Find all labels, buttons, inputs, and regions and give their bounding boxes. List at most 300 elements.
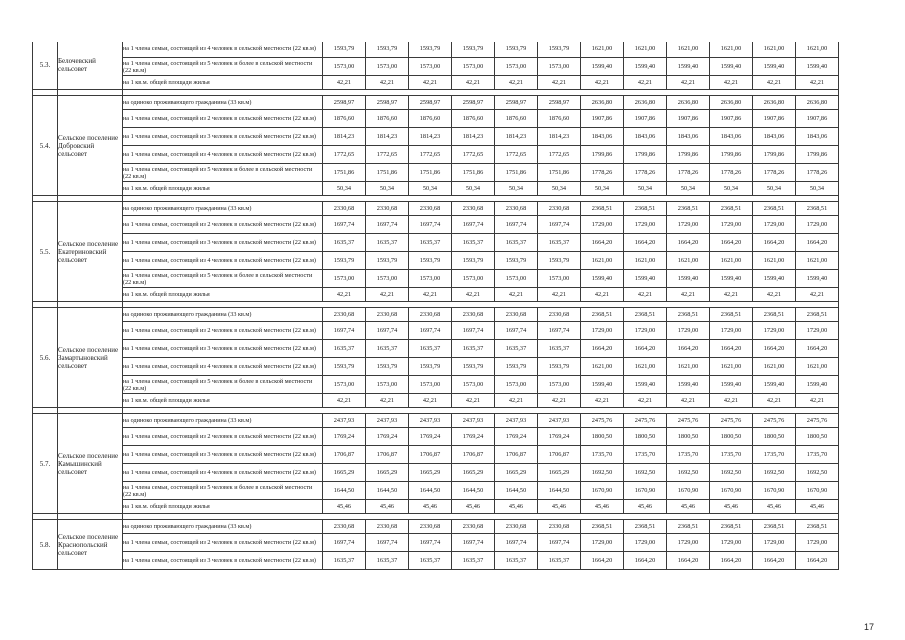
value-cell: 1644,50 (366, 482, 409, 500)
value-cell: 1799,86 (667, 146, 710, 164)
value-cell: 1621,00 (581, 358, 624, 376)
section-number: 5.6. (33, 308, 58, 408)
value-cell: 42,21 (495, 76, 538, 90)
norm-description: на 1 члена семьи, состоящей из 3 человек в сельской местности (22 кв.м) (123, 446, 323, 464)
value-cell: 2636,80 (710, 96, 753, 110)
value-cell: 1664,20 (624, 234, 667, 252)
value-cell: 1814,23 (495, 128, 538, 146)
value-cell: 1692,50 (710, 464, 753, 482)
value-cell: 1593,79 (409, 252, 452, 270)
value-cell: 1621,00 (796, 42, 839, 58)
value-cell: 2330,68 (452, 202, 495, 216)
value-cell: 1644,50 (323, 482, 366, 500)
value-cell: 1664,20 (710, 552, 753, 570)
value-cell: 42,21 (409, 76, 452, 90)
value-cell: 1814,23 (323, 128, 366, 146)
value-cell: 1599,40 (796, 376, 839, 394)
value-cell: 1670,90 (581, 482, 624, 500)
value-cell: 1635,37 (366, 234, 409, 252)
table-row (33, 446, 839, 464)
settlement-name: Сельское поселение Краснопольский сельсовет (58, 520, 123, 570)
value-cell: 50,34 (581, 182, 624, 196)
value-cell: 2368,51 (667, 202, 710, 216)
value-cell: 1697,74 (323, 216, 366, 234)
table-row (33, 202, 839, 216)
value-cell: 1599,40 (753, 270, 796, 288)
value-cell: 1664,20 (624, 552, 667, 570)
value-cell: 1735,70 (624, 446, 667, 464)
value-cell: 1573,00 (452, 58, 495, 76)
value-cell: 1573,00 (495, 376, 538, 394)
value-cell: 2437,93 (409, 414, 452, 428)
value-cell: 1665,29 (538, 464, 581, 482)
norm-description: на 1 члена семьи, состоящей из 3 человек в сельской местности (22 кв.м) (123, 234, 323, 252)
norm-description: на одиноко проживающего гражданина (33 кв.м) (123, 414, 323, 428)
value-cell: 2330,68 (538, 202, 581, 216)
value-cell: 42,21 (581, 394, 624, 408)
norm-description: на 1 члена семьи, состоящей из 5 человек и более в сельской местности (22 кв.м) (123, 270, 323, 288)
value-cell: 1729,00 (624, 216, 667, 234)
value-cell: 1573,00 (452, 376, 495, 394)
page-number: 17 (863, 622, 874, 632)
value-cell: 1599,40 (667, 270, 710, 288)
value-cell: 1729,00 (753, 534, 796, 552)
value-cell: 1876,60 (538, 110, 581, 128)
value-cell: 1843,06 (581, 128, 624, 146)
norm-description: на 1 члена семьи, состоящей из 2 человек в сельской местности (22 кв.м) (123, 216, 323, 234)
value-cell: 1664,20 (753, 552, 796, 570)
value-cell: 2330,68 (366, 202, 409, 216)
value-cell: 1599,40 (581, 270, 624, 288)
value-cell: 1729,00 (796, 216, 839, 234)
value-cell: 2330,68 (323, 520, 366, 534)
value-cell: 1644,50 (495, 482, 538, 500)
value-cell: 1593,79 (538, 252, 581, 270)
table-row (33, 182, 839, 196)
value-cell: 42,21 (710, 288, 753, 302)
value-cell: 1593,79 (323, 42, 366, 58)
value-cell: 42,21 (624, 394, 667, 408)
value-cell: 2368,51 (710, 308, 753, 322)
settlement-name: Сельское поселение Екатериновский сельсовет (58, 202, 123, 302)
value-cell: 1907,86 (581, 110, 624, 128)
value-cell: 42,21 (796, 288, 839, 302)
value-cell: 1664,20 (624, 340, 667, 358)
value-cell: 1769,24 (452, 428, 495, 446)
value-cell: 1697,74 (323, 534, 366, 552)
value-cell: 42,21 (753, 288, 796, 302)
value-cell: 1706,87 (495, 446, 538, 464)
value-cell: 42,21 (452, 394, 495, 408)
section-number: 5.4. (33, 96, 58, 196)
table-row (33, 428, 839, 446)
value-cell: 1800,50 (581, 428, 624, 446)
value-cell: 2437,93 (452, 414, 495, 428)
value-cell: 45,46 (753, 500, 796, 514)
value-cell: 1778,26 (796, 164, 839, 182)
value-cell: 1664,20 (710, 234, 753, 252)
norm-description: на 1 члена семьи, состоящей из 5 человек и более в сельской местности (22 кв.м) (123, 58, 323, 76)
value-cell: 45,46 (452, 500, 495, 514)
value-cell: 1665,29 (409, 464, 452, 482)
value-cell: 42,21 (624, 288, 667, 302)
value-cell: 2636,80 (796, 96, 839, 110)
value-cell: 1670,90 (796, 482, 839, 500)
norm-description: на одиноко проживающего гражданина (33 кв.м) (123, 96, 323, 110)
table-row (33, 500, 839, 514)
settlement-name: Сельское поселение Камышинский сельсовет (58, 414, 123, 514)
value-cell: 45,46 (796, 500, 839, 514)
value-cell: 1665,29 (495, 464, 538, 482)
value-cell: 42,21 (323, 394, 366, 408)
value-cell: 1751,86 (366, 164, 409, 182)
housing-cost-table (32, 42, 839, 570)
value-cell: 1599,40 (624, 376, 667, 394)
value-cell: 1593,79 (366, 358, 409, 376)
table-row (33, 520, 839, 534)
value-cell: 1769,24 (538, 428, 581, 446)
value-cell: 2330,68 (323, 202, 366, 216)
value-cell: 1729,00 (710, 216, 753, 234)
value-cell: 1664,20 (667, 552, 710, 570)
value-cell: 1778,26 (581, 164, 624, 182)
value-cell: 1664,20 (667, 234, 710, 252)
value-cell: 42,21 (624, 76, 667, 90)
value-cell: 1621,00 (667, 252, 710, 270)
value-cell: 1778,26 (710, 164, 753, 182)
value-cell: 1735,70 (710, 446, 753, 464)
value-cell: 1573,00 (323, 270, 366, 288)
value-cell: 1573,00 (409, 58, 452, 76)
table-row (33, 414, 839, 428)
value-cell: 42,21 (796, 76, 839, 90)
value-cell: 2475,76 (710, 414, 753, 428)
value-cell: 1635,37 (366, 552, 409, 570)
value-cell: 45,46 (538, 500, 581, 514)
table-row (33, 58, 839, 76)
value-cell: 1706,87 (323, 446, 366, 464)
value-cell: 1697,74 (495, 534, 538, 552)
value-cell: 1621,00 (624, 358, 667, 376)
value-cell: 1573,00 (538, 58, 581, 76)
value-cell: 1593,79 (323, 252, 366, 270)
value-cell: 1621,00 (710, 42, 753, 58)
value-cell: 2475,76 (667, 414, 710, 428)
value-cell: 1907,86 (710, 110, 753, 128)
value-cell: 1876,60 (409, 110, 452, 128)
value-cell: 1593,79 (495, 42, 538, 58)
value-cell: 1729,00 (753, 216, 796, 234)
value-cell: 50,34 (495, 182, 538, 196)
value-cell: 2330,68 (538, 308, 581, 322)
value-cell: 50,34 (538, 182, 581, 196)
value-cell: 1573,00 (452, 270, 495, 288)
value-cell: 2330,68 (452, 308, 495, 322)
value-cell: 1706,87 (409, 446, 452, 464)
value-cell: 50,34 (710, 182, 753, 196)
value-cell: 1729,00 (710, 534, 753, 552)
value-cell: 1769,24 (323, 428, 366, 446)
value-cell: 42,21 (710, 394, 753, 408)
table-row (33, 358, 839, 376)
value-cell: 1697,74 (452, 216, 495, 234)
table-row (33, 216, 839, 234)
value-cell: 1665,29 (452, 464, 495, 482)
value-cell: 1729,00 (624, 534, 667, 552)
value-cell: 1621,00 (753, 358, 796, 376)
table-row (33, 234, 839, 252)
value-cell: 1635,37 (409, 340, 452, 358)
value-cell: 1593,79 (538, 358, 581, 376)
value-cell: 1769,24 (366, 428, 409, 446)
value-cell: 1697,74 (409, 216, 452, 234)
value-cell: 1635,37 (409, 552, 452, 570)
norm-description: на 1 члена семьи, состоящей из 4 человек в сельской местности (22 кв.м) (123, 464, 323, 482)
value-cell: 1907,86 (796, 110, 839, 128)
value-cell: 1599,40 (753, 58, 796, 76)
value-cell: 1769,24 (409, 428, 452, 446)
value-cell: 1664,20 (667, 340, 710, 358)
value-cell: 1573,00 (366, 58, 409, 76)
value-cell: 1621,00 (581, 42, 624, 58)
value-cell: 1599,40 (624, 58, 667, 76)
value-cell: 1769,24 (495, 428, 538, 446)
value-cell: 1635,37 (366, 340, 409, 358)
value-cell: 1800,50 (624, 428, 667, 446)
value-cell: 2368,51 (710, 520, 753, 534)
value-cell: 1670,90 (753, 482, 796, 500)
value-cell: 2368,51 (667, 520, 710, 534)
value-cell: 1876,60 (495, 110, 538, 128)
value-cell: 2368,51 (710, 202, 753, 216)
value-cell: 1697,74 (495, 322, 538, 340)
value-cell: 42,21 (366, 76, 409, 90)
value-cell: 45,46 (409, 500, 452, 514)
table-row (33, 308, 839, 322)
value-cell: 50,34 (452, 182, 495, 196)
value-cell: 2636,80 (581, 96, 624, 110)
value-cell: 42,21 (753, 76, 796, 90)
value-cell: 1729,00 (581, 534, 624, 552)
value-cell: 1772,65 (452, 146, 495, 164)
value-cell: 1843,06 (796, 128, 839, 146)
value-cell: 1664,20 (796, 552, 839, 570)
value-cell: 42,21 (495, 394, 538, 408)
value-cell: 1772,65 (495, 146, 538, 164)
table-row (33, 340, 839, 358)
value-cell: 1772,65 (323, 146, 366, 164)
value-cell: 1573,00 (538, 270, 581, 288)
value-cell: 1573,00 (323, 376, 366, 394)
norm-description: на 1 члена семьи, состоящей из 4 человек в сельской местности (22 кв.м) (123, 146, 323, 164)
value-cell: 42,21 (409, 394, 452, 408)
value-cell: 50,34 (366, 182, 409, 196)
value-cell: 1599,40 (796, 270, 839, 288)
norm-description: на 1 кв.м. общей площади жилья (123, 288, 323, 302)
value-cell: 1664,20 (581, 552, 624, 570)
value-cell: 2330,68 (409, 520, 452, 534)
value-cell: 2636,80 (667, 96, 710, 110)
value-cell: 1573,00 (366, 270, 409, 288)
value-cell: 1635,37 (323, 234, 366, 252)
value-cell: 1735,70 (581, 446, 624, 464)
value-cell: 2330,68 (366, 520, 409, 534)
value-cell: 1800,50 (796, 428, 839, 446)
value-cell: 1907,86 (667, 110, 710, 128)
value-cell: 1573,00 (366, 376, 409, 394)
value-cell: 1697,74 (452, 322, 495, 340)
value-cell: 1772,65 (538, 146, 581, 164)
value-cell: 1670,90 (710, 482, 753, 500)
norm-description: на 1 члена семьи, состоящей из 2 человек в сельской местности (22 кв.м) (123, 110, 323, 128)
section-number: 5.8. (33, 520, 58, 570)
value-cell: 1593,79 (366, 42, 409, 58)
value-cell: 1593,79 (409, 42, 452, 58)
value-cell: 42,21 (366, 288, 409, 302)
value-cell: 1635,37 (495, 340, 538, 358)
value-cell: 1593,79 (452, 42, 495, 58)
value-cell: 1664,20 (796, 340, 839, 358)
value-cell: 1735,70 (796, 446, 839, 464)
value-cell: 1599,40 (796, 58, 839, 76)
value-cell: 2330,68 (495, 308, 538, 322)
value-cell: 1635,37 (538, 552, 581, 570)
value-cell: 2368,51 (581, 202, 624, 216)
value-cell: 2330,68 (495, 520, 538, 534)
value-cell: 50,34 (409, 182, 452, 196)
value-cell: 1621,00 (710, 358, 753, 376)
value-cell: 1697,74 (495, 216, 538, 234)
value-cell: 1692,50 (624, 464, 667, 482)
value-cell: 1843,06 (667, 128, 710, 146)
value-cell: 42,21 (538, 76, 581, 90)
value-cell: 1670,90 (667, 482, 710, 500)
norm-description: на 1 члена семьи, состоящей из 4 человек в сельской местности (22 кв.м) (123, 358, 323, 376)
value-cell: 45,46 (581, 500, 624, 514)
value-cell: 2368,51 (753, 202, 796, 216)
value-cell: 2475,76 (581, 414, 624, 428)
value-cell: 2330,68 (323, 308, 366, 322)
value-cell: 2368,51 (624, 520, 667, 534)
value-cell: 1751,86 (452, 164, 495, 182)
section-number: 5.5. (33, 202, 58, 302)
value-cell: 1706,87 (452, 446, 495, 464)
value-cell: 1635,37 (452, 340, 495, 358)
value-cell: 1729,00 (796, 322, 839, 340)
value-cell: 2368,51 (624, 202, 667, 216)
value-cell: 2330,68 (452, 520, 495, 534)
value-cell: 1664,20 (753, 340, 796, 358)
value-cell: 1599,40 (710, 58, 753, 76)
value-cell: 1697,74 (366, 216, 409, 234)
value-cell: 42,21 (323, 288, 366, 302)
value-cell: 2437,93 (366, 414, 409, 428)
value-cell: 1843,06 (624, 128, 667, 146)
value-cell: 1751,86 (538, 164, 581, 182)
value-cell: 1599,40 (581, 58, 624, 76)
value-cell: 42,21 (538, 394, 581, 408)
value-cell: 1729,00 (624, 322, 667, 340)
value-cell: 1635,37 (538, 340, 581, 358)
value-cell: 1706,87 (366, 446, 409, 464)
table-row (33, 164, 839, 182)
norm-description: на одиноко проживающего гражданина (33 кв.м) (123, 202, 323, 216)
value-cell: 2636,80 (624, 96, 667, 110)
value-cell: 1843,06 (753, 128, 796, 146)
value-cell: 1729,00 (667, 322, 710, 340)
value-cell: 1664,20 (581, 340, 624, 358)
value-cell: 1778,26 (624, 164, 667, 182)
value-cell: 1814,23 (452, 128, 495, 146)
value-cell: 1599,40 (753, 376, 796, 394)
value-cell: 1593,79 (495, 358, 538, 376)
value-cell: 1697,74 (538, 534, 581, 552)
table-row (33, 376, 839, 394)
table-row (33, 146, 839, 164)
value-cell: 1635,37 (409, 234, 452, 252)
value-cell: 1876,60 (323, 110, 366, 128)
value-cell: 2598,97 (452, 96, 495, 110)
value-cell: 1735,70 (667, 446, 710, 464)
value-cell: 2598,97 (495, 96, 538, 110)
norm-description: на 1 члена семьи, состоящей из 2 человек в сельской местности (22 кв.м) (123, 534, 323, 552)
value-cell: 2330,68 (409, 308, 452, 322)
table-row (33, 42, 839, 58)
value-cell: 1778,26 (753, 164, 796, 182)
table-row (33, 534, 839, 552)
value-cell: 42,21 (667, 76, 710, 90)
value-cell: 2437,93 (538, 414, 581, 428)
norm-description: на одиноко проживающего гражданина (33 кв.м) (123, 308, 323, 322)
value-cell: 1621,00 (796, 252, 839, 270)
value-cell: 2368,51 (581, 308, 624, 322)
value-cell: 45,46 (495, 500, 538, 514)
value-cell: 50,34 (323, 182, 366, 196)
value-cell: 1664,20 (796, 234, 839, 252)
value-cell: 1599,40 (710, 270, 753, 288)
value-cell: 1573,00 (495, 270, 538, 288)
table-row (33, 482, 839, 500)
table-row (33, 96, 839, 110)
value-cell: 1814,23 (409, 128, 452, 146)
value-cell: 1670,90 (624, 482, 667, 500)
value-cell: 1778,26 (667, 164, 710, 182)
value-cell: 2368,51 (581, 520, 624, 534)
value-cell: 1751,86 (409, 164, 452, 182)
value-cell: 1644,50 (452, 482, 495, 500)
value-cell: 1621,00 (624, 42, 667, 58)
value-cell: 1593,79 (366, 252, 409, 270)
table-body (33, 42, 839, 570)
value-cell: 1799,86 (581, 146, 624, 164)
value-cell: 1692,50 (796, 464, 839, 482)
value-cell: 1729,00 (796, 534, 839, 552)
value-cell: 1621,00 (624, 252, 667, 270)
settlement-name: Белочевский сельсовет (58, 42, 123, 90)
value-cell: 1635,37 (495, 552, 538, 570)
value-cell: 2598,97 (538, 96, 581, 110)
value-cell: 1573,00 (409, 270, 452, 288)
value-cell: 2475,76 (624, 414, 667, 428)
value-cell: 1599,40 (667, 58, 710, 76)
value-cell: 45,46 (366, 500, 409, 514)
value-cell: 1599,40 (667, 376, 710, 394)
value-cell: 2368,51 (667, 308, 710, 322)
value-cell: 1772,65 (366, 146, 409, 164)
value-cell: 1907,86 (624, 110, 667, 128)
norm-description: на 1 члена семьи, состоящей из 5 человек и более в сельской местности (22 кв.м) (123, 482, 323, 500)
value-cell: 50,34 (753, 182, 796, 196)
